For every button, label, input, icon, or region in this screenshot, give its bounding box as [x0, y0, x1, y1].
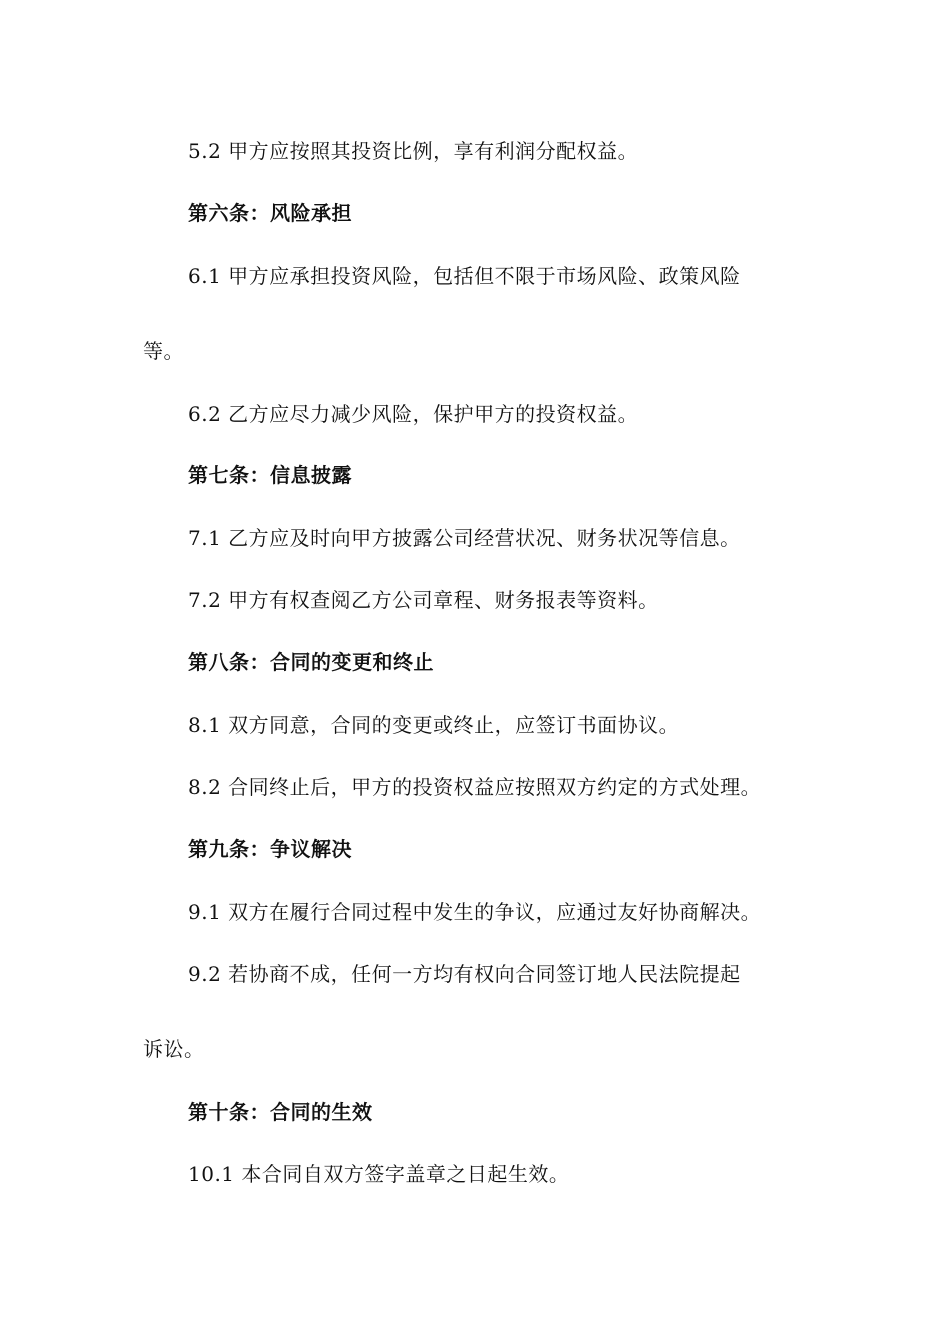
article-7-heading: 第七条：信息披露	[188, 463, 352, 487]
clause-5-2: 5.2 甲方应按照其投资比例，享有利润分配权益。	[188, 139, 639, 163]
clause-8-1: 8.1 双方同意，合同的变更或终止，应签订书面协议。	[188, 713, 680, 737]
article-8-heading: 第八条：合同的变更和终止	[188, 650, 434, 674]
article-9-heading: 第九条：争议解决	[188, 837, 352, 861]
clause-9-1: 9.1 双方在履行合同过程中发生的争议，应通过友好协商解决。	[188, 900, 762, 924]
clause-8-2: 8.2 合同终止后，甲方的投资权益应按照双方约定的方式处理。	[188, 775, 762, 799]
clause-7-2: 7.2 甲方有权查阅乙方公司章程、财务报表等资料。	[188, 588, 659, 612]
clause-7-1: 7.1 乙方应及时向甲方披露公司经营状况、财务状况等信息。	[188, 526, 741, 550]
clause-6-2: 6.2 乙方应尽力减少风险，保护甲方的投资权益。	[188, 402, 639, 426]
clause-6-1-continuation: 等。	[143, 339, 184, 363]
clause-9-2-continuation: 诉讼。	[143, 1037, 205, 1061]
clause-9-2: 9.2 若协商不成，任何一方均有权向合同签订地人民法院提起	[188, 962, 741, 986]
article-10-heading: 第十条：合同的生效	[188, 1100, 373, 1124]
clause-6-1: 6.1 甲方应承担投资风险，包括但不限于市场风险、政策风险	[188, 264, 741, 288]
clause-10-1: 10.1 本合同自双方签字盖章之日起生效。	[188, 1162, 570, 1186]
article-6-heading: 第六条：风险承担	[188, 201, 352, 225]
